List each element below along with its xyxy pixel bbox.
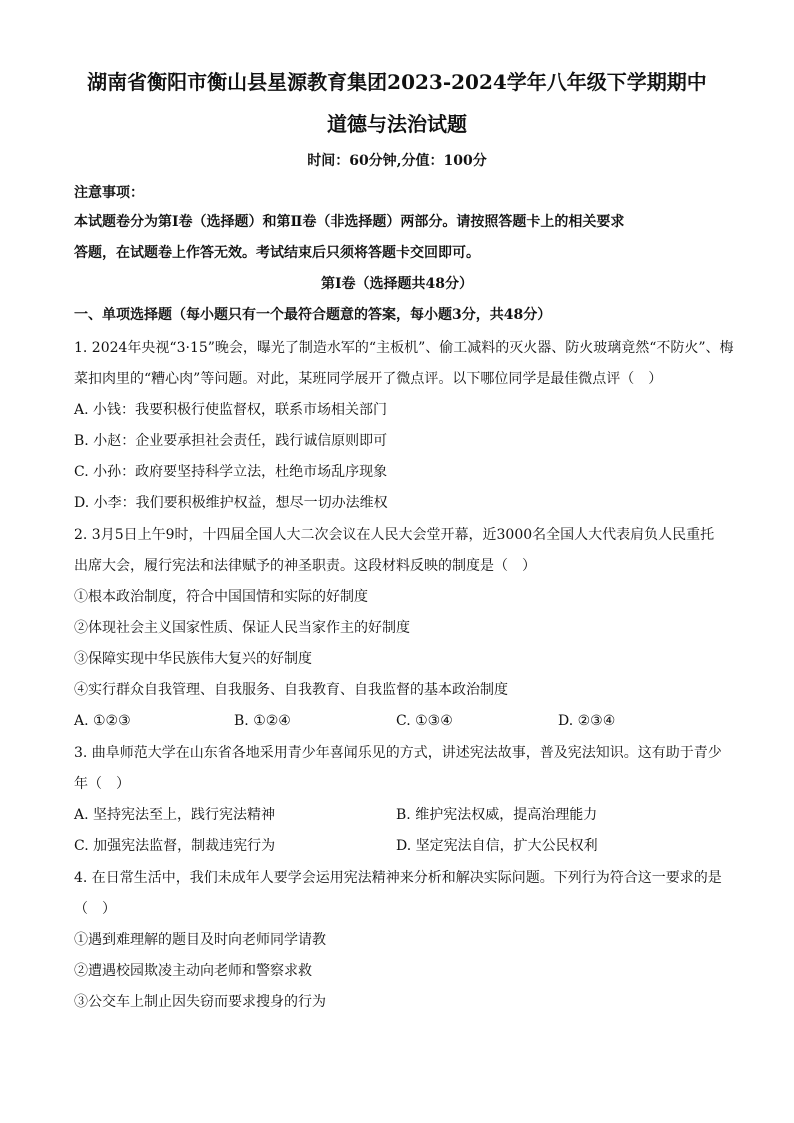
q3-option-b: B. 维护宪法权威，提高治理能力 — [396, 807, 598, 823]
q3-option-a: A. 坚持宪法至上，践行宪法精神 — [74, 807, 276, 823]
time-score-info: 时间：60分钟,分值：100分 — [307, 153, 487, 169]
q3-stem-line1: 3. 曲阜师范大学在山东省各地采用青少年喜闻乐见的方式，讲述宪法故事，普及宪法知识。这有助于青少 — [74, 745, 722, 761]
q2-item1: ①根本政治制度，符合中国国情和实际的好制度 — [74, 589, 368, 605]
q4-item1: ①遇到难理解的题目及时向老师同学请教 — [74, 932, 326, 948]
q2-item4: ④实行群众自我管理、自我服务、自我教育、自我监督的基本政治制度 — [74, 682, 508, 698]
q3-option-d: D. 坚定宪法自信，扩大公民权利 — [396, 838, 598, 854]
notice-line1: 本试题卷分为第Ⅰ卷（选择题）和第Ⅱ卷（非选择题）两部分。请按照答题卡上的相关要求 — [74, 214, 625, 230]
q4-item2: ②遭遇校园欺凌主动向老师和警察求救 — [74, 963, 312, 979]
q4-item3: ③公交车上制止因失窃而要求搜身的行为 — [74, 994, 326, 1010]
q2-option-b: B. ①②④ — [234, 713, 291, 729]
q4-stem-line2: （ ） — [74, 901, 116, 917]
q3-option-c: C. 加强宪法监督，制裁违宪行为 — [74, 838, 276, 854]
q1-option-a: A. 小钱：我要积极行使监督权，联系市场相关部门 — [74, 402, 388, 418]
q1-stem-line2: 菜扣肉里的“糟心肉”等问题。对此，某班同学展开了微点评。以下哪位同学是最佳微点评（ ） — [74, 371, 663, 387]
exam-title-line2: 道德与法治试题 — [327, 112, 467, 136]
q1-option-b: B. 小赵：企业要承担社会责任，践行诚信原则即可 — [74, 433, 388, 449]
q4-stem-line1: 4. 在日常生活中，我们未成年人要学会运用宪法精神来分析和解决实际问题。下列行为符合这一要求的是 — [74, 870, 722, 886]
q2-option-a: A. ①②③ — [74, 713, 131, 729]
q3-stem-line2: 年（ ） — [74, 776, 130, 792]
exam-title-line1: 湖南省衡阳市衡山县星源教育集团2023-2024学年八年级下学期期中 — [87, 70, 707, 94]
q1-option-d: D. 小李：我们要积极维护权益，想尽一切办法维权 — [74, 495, 388, 511]
q2-item2: ②体现社会主义国家性质、保证人民当家作主的好制度 — [74, 620, 410, 636]
q2-option-c: C. ①③④ — [396, 713, 453, 729]
q1-stem-line1: 1. 2024年央视“3·15”晚会，曝光了制造水军的“主板机”、偷工减料的灭火器、防火玻璃竟然“不防火”、梅 — [74, 340, 734, 356]
q2-option-d: D. ②③④ — [558, 713, 616, 729]
q2-stem-line1: 2. 3月5日上午9时，十四届全国人大二次会议在人民大会堂开幕，近3000名全国人大代表肩负人民重托 — [74, 527, 715, 543]
notice-heading: 注意事项： — [74, 185, 144, 201]
part1-heading: 一、单项选择题（每小题只有一个最符合题意的答案，每小题3分，共48分） — [74, 307, 552, 323]
q2-item3: ③保障实现中华民族伟大复兴的好制度 — [74, 651, 312, 667]
section1-title: 第Ⅰ卷（选择题共48分） — [320, 276, 474, 292]
notice-line2: 答题，在试题卷上作答无效。考试结束后只须将答题卡交回即可。 — [74, 245, 480, 261]
q2-stem-line2: 出席大会，履行宪法和法律赋予的神圣职责。这段材料反映的制度是（ ） — [74, 558, 536, 574]
q1-option-c: C. 小孙：政府要坚持科学立法，杜绝市场乱序现象 — [74, 464, 388, 480]
